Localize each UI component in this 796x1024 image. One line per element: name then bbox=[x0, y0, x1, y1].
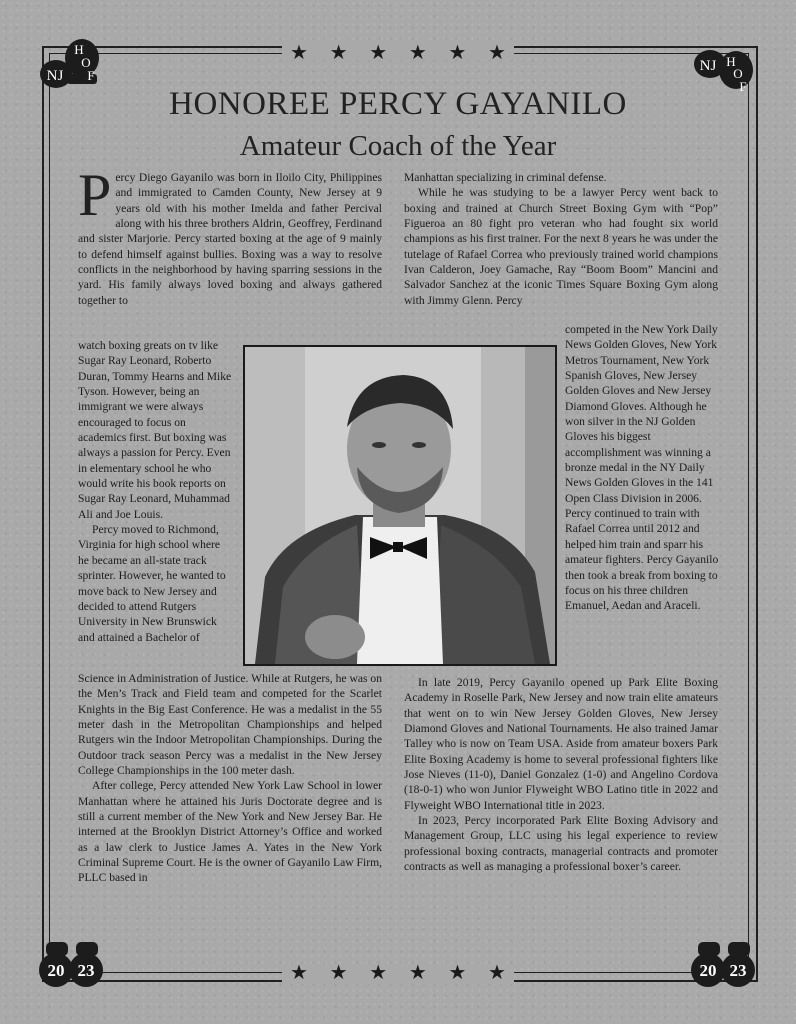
svg-text:23: 23 bbox=[77, 961, 95, 980]
star-icon: ★ bbox=[290, 42, 308, 64]
star-icon: ★ bbox=[290, 962, 308, 984]
star-icon: ★ bbox=[408, 42, 427, 64]
star-icon: ★ bbox=[448, 42, 467, 64]
paragraph: watch boxing greats on tv like Sugar Ray Leonard, Roberto Duran, Tommy Hearns and Mike Tyson. However, being an immigrant we were always encouraged to focus on academics first. But boxing was always a passion for Percy. Even in elementary school he who would write his book reports on Sugar Ray Leonard, Muhammad Ali and Joe Louis. bbox=[78, 339, 232, 521]
svg-text:20: 20 bbox=[699, 961, 717, 980]
star-icon: ★ bbox=[408, 962, 427, 984]
paragraph-text: ercy Diego Gayanilo was born in Iloilo City, Philippines and immigrated to Camden County, New Jersey at 9 years old with his mother Imelda and father Percival along with his three brothers Aldrin, Geoffrey, Ferdinand and sister Marjorie. Percy started boxing at the age of 9 mainly to defend himself against bullies. Boxing was a way to resolve conflicts in the neighborhood by having sparring sessions in the yard. His family always loved boxing and always gathered together to bbox=[78, 171, 382, 307]
honoree-portrait-photo bbox=[243, 345, 557, 666]
column-2-top bbox=[404, 170, 718, 308]
year-glove-badge-bottom-right bbox=[688, 930, 760, 997]
column-1-top bbox=[78, 162, 382, 308]
paragraph: In late 2019, Percy Gayanilo opened up Park Elite Boxing Academy in Roselle Park, New Jersey and now train elite amateurs that went on to win New Jersey Golden Gloves, New Jersey Diamond Gloves and National Tournaments. He also trained Jamar Talley who is now on Team USA. Aside from amateur boxers Park Elite Boxing Academy is home to several professional fighters like Jose Nieves (11-0), Daniel Gonzalez (1-0) and Angelino Cordova (18-0-1) who won Junior Flyweight WBO Latino title in 2022 and Flyweight WBO International title in 2023. bbox=[404, 676, 718, 812]
year-glove-badge-bottom-left bbox=[36, 930, 108, 997]
star-row-bottom bbox=[290, 962, 506, 984]
paragraph: Percy moved to Richmond, Virginia for high school where he became an all-state track sprinter. However, he wanted to move back to New Jersey and decided to attend Rutgers University in New Brunswick and attained a Bachelor of bbox=[78, 523, 226, 644]
paragraph: After college, Percy attended New York Law School in lower Manhattan where he attained his Juris Doctorate degree and is still a current member of the New York and New Jersey Bar. He interned at the Brooklyn District Attorney’s Office and worked as a law clerk to Justice James A. Yates in the New York Criminal Supreme Court. He is the owner of Gayanilo Law Firm, PLLC based in bbox=[78, 779, 382, 885]
star-icon: ★ bbox=[329, 962, 348, 984]
column-2-bottom bbox=[404, 675, 718, 874]
svg-text:NJ: NJ bbox=[699, 58, 717, 74]
svg-text:F: F bbox=[87, 68, 95, 83]
star-icon: ★ bbox=[488, 42, 506, 64]
column-1-narrow bbox=[78, 338, 233, 645]
page-title: HONOREE PERCY GAYANILO bbox=[169, 86, 627, 122]
svg-text:O: O bbox=[81, 55, 91, 70]
svg-text:H: H bbox=[726, 54, 736, 69]
svg-text:20: 20 bbox=[47, 961, 65, 980]
star-icon: ★ bbox=[488, 962, 506, 984]
paragraph bbox=[78, 162, 382, 308]
svg-text:H: H bbox=[74, 42, 84, 57]
svg-text:NJ: NJ bbox=[46, 68, 64, 84]
drop-cap: P bbox=[78, 162, 112, 228]
page-subtitle: Amateur Coach of the Year bbox=[239, 130, 557, 162]
portrait-illustration bbox=[245, 347, 555, 664]
paragraph: While he was studying to be a lawyer Percy went back to boxing and trained at Church Street Boxing Gym with “Pop” Figueroa an 80 fight pro veteran who had fought six world champions as his first trainer. For the next 8 years he was under the tutelage of Rafael Correa who previously trained world champions Ivan Calderon, Joey Gamache, Ray “Boom Boom” Mancini and Salvador Sanchez at the iconic Times Square Boxing Gym along with Jimmy Glenn. Percy bbox=[404, 186, 718, 307]
svg-text:23: 23 bbox=[729, 961, 747, 980]
paragraph: Manhattan specializing in criminal defense. bbox=[404, 171, 607, 184]
svg-text:F: F bbox=[739, 79, 747, 94]
star-icon: ★ bbox=[369, 962, 388, 984]
column-2-narrow bbox=[565, 322, 720, 614]
star-row-top bbox=[290, 42, 506, 64]
paragraph: Science in Administration of Justice. While at Rutgers, he was on the Men’s Track and Field team and competed for the Scarlet Knights in the Big East Conference. He was a medalist in the 55 meter dash in the Metropolitan Championships and helped Rutgers win the Indoor Metropolitan Championships. During the Outdoor track season Percy was a medalist in the New Jersey College Championships in the 100 meter dash. bbox=[78, 672, 382, 778]
paragraph: competed in the New York Daily News Golden Gloves, New York Metros Tournament, New York Spanish Gloves, New Jersey Golden Gloves and New Jersey Diamond Gloves. Although he won silver in the NJ Golden Gloves his biggest accomplishment was winning a bronze medal in the NY Daily News Golden Gloves in the 141 Open Class Division in 2006. Percy continued to train with Rafael Correa until 2012 and helped him train and sparr his amateur fighters. Percy Gayanilo then took a break from boxing to focus on his three children Emanuel, Aedan and Araceli. bbox=[565, 323, 719, 613]
svg-text:O: O bbox=[733, 66, 743, 81]
star-icon: ★ bbox=[369, 42, 388, 64]
star-icon: ★ bbox=[329, 42, 348, 64]
boxing-glove-icon bbox=[688, 930, 760, 992]
boxing-glove-icon bbox=[36, 930, 108, 992]
column-1-bottom bbox=[78, 671, 382, 886]
star-icon: ★ bbox=[448, 962, 467, 984]
paragraph: In 2023, Percy incorporated Park Elite Boxing Advisory and Management Group, LLC using his legal experience to review professional boxing contracts, managerial contracts and promoter contracts as well as managing a professional boxer’s career. bbox=[404, 814, 718, 874]
